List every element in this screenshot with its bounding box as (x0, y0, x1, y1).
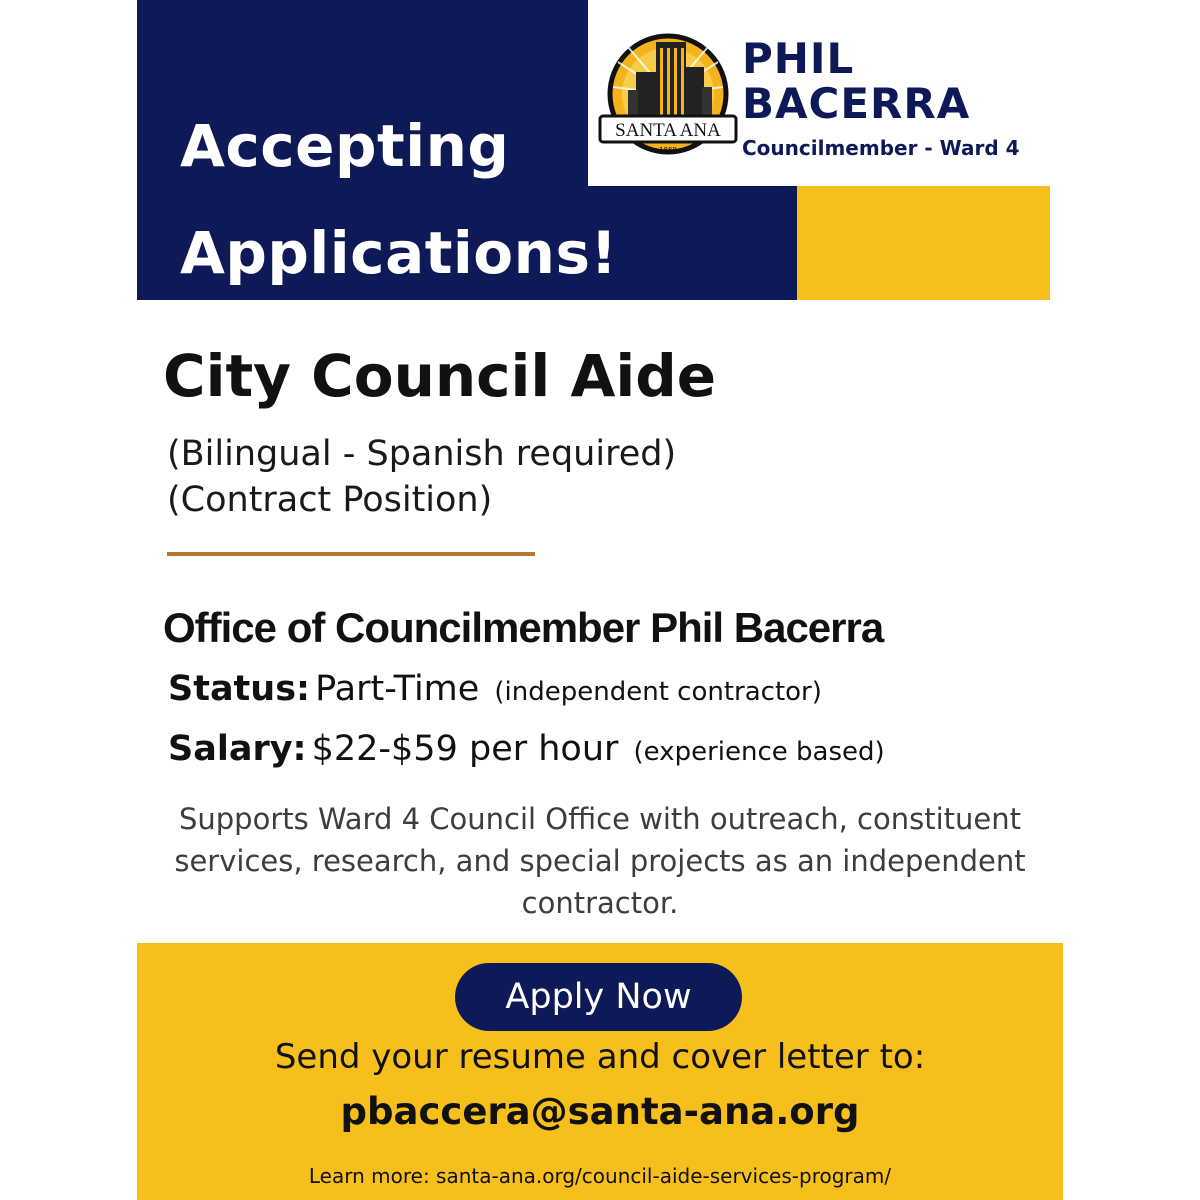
salary-row (168, 729, 885, 769)
status-label: Status: (168, 669, 311, 709)
logo-subtitle: Councilmember - Ward 4 (742, 136, 1020, 160)
divider-rule (167, 552, 535, 556)
headline-line2: Applications! (180, 219, 618, 287)
email-link[interactable]: pbaccera@santa-ana.org (340, 1090, 860, 1133)
salary-label: Salary: (168, 729, 307, 769)
job-subtitle-contract: (Contract Position) (167, 480, 493, 520)
svg-text:1869: 1869 (659, 146, 677, 154)
salary-value: $22-$59 per hour (311, 729, 619, 769)
job-title: City Council Aide (163, 342, 717, 410)
status-note: (independent contractor) (494, 677, 822, 707)
yellow-accent-block (797, 186, 1050, 300)
svg-text:SANTA ANA: SANTA ANA (615, 120, 721, 141)
job-description: Supports Ward 4 Council Office with outreach, constituent services, research, and special projects as an independent contractor. (174, 802, 1026, 921)
job-subtitle-language: (Bilingual - Spanish required) (167, 434, 677, 474)
learn-more-link[interactable]: Learn more: santa-ana.org/council-aide-services-program/ (308, 1164, 892, 1188)
send-instructions: Send your resume and cover letter to: (274, 1037, 926, 1077)
office-heading: Office of Councilmember Phil Bacerra (163, 604, 884, 651)
status-value: Part-Time (315, 669, 480, 709)
salary-note: (experience based) (633, 737, 885, 767)
santa-ana-seal-icon (598, 32, 738, 156)
logo-name-line2: BACERRA (742, 79, 971, 128)
logo-name-line1: PHIL (742, 34, 855, 83)
apply-now-button[interactable]: Apply Now (455, 963, 742, 1031)
headline-line1: Accepting (180, 112, 510, 180)
status-row (168, 669, 822, 709)
